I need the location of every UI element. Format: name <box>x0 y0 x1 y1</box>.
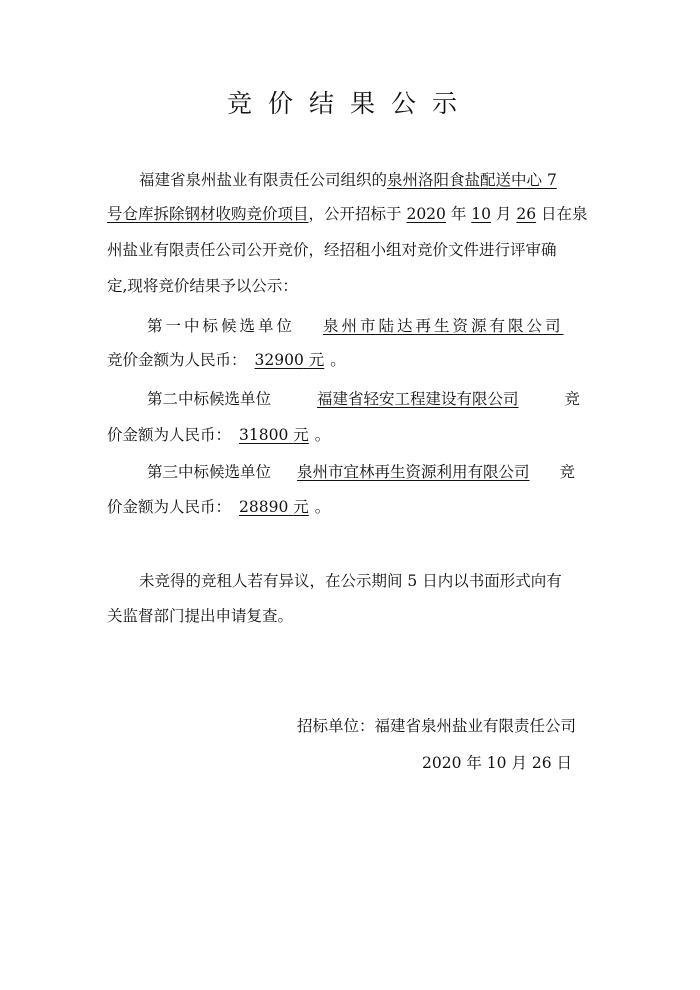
candidate-1-line <box>147 316 564 336</box>
intro-text: 福建省泉州盐业有限责任公司组织的 <box>139 171 388 189</box>
intro-line-3: 州盐业有限责任公司公开竞价，经招租小组对竞价文件进行评审确 <box>107 241 557 259</box>
candidate-2-line: 第二中标候选单位 福建省轻安工程建设有限公司 竞 <box>147 390 581 408</box>
intro-line-4: 定,现将竞价结果予以公示： <box>107 277 298 295</box>
candidate-1-price-line: 竞价金额为人民币： 32900 元 。 <box>107 351 346 369</box>
issue-date: 2020 年 10 月 26 日 <box>422 754 573 772</box>
notice-line-1: 未竞得的竞租人若有异议，在公示期间 5 日内以书面形式向有 <box>139 572 562 590</box>
candidate-2-label: 第二中标候选单位 <box>147 390 272 408</box>
bid-year: 2020 <box>406 205 446 223</box>
candidate-1-label: 第一中标候选单位 <box>147 317 296 335</box>
project-name-part1: 泉州洛阳食盐配送中心 7 <box>387 171 557 189</box>
project-name-part2: 号仓库拆除钢材收购竞价项目 <box>107 205 309 223</box>
candidate-2-company: 福建省轻安工程建设有限公司 <box>317 390 519 408</box>
bid-month: 10 <box>471 205 491 223</box>
candidate-3-company: 泉州市宜林再生资源利用有限公司 <box>297 463 530 481</box>
notice-line-2: 关监督部门提出申请复查。 <box>107 607 294 625</box>
candidate-1-amount: 32900 元 <box>254 351 325 369</box>
candidate-3-price-line: 价金额为人民币： 28890 元 。 <box>107 498 331 516</box>
candidate-2-price-line: 价金额为人民币： 31800 元 。 <box>107 426 331 444</box>
bid-day: 26 <box>516 205 537 223</box>
candidate-2-amount: 31800 元 <box>239 426 309 444</box>
intro-line-1 <box>139 170 557 190</box>
candidate-3-line: 第三中标候选单位 泉州市宜林再生资源利用有限公司 竞 <box>147 463 576 481</box>
candidate-3-amount: 28890 元 <box>239 498 309 516</box>
candidate-3-label: 第三中标候选单位 <box>147 463 272 481</box>
issuer-signature: 招标单位：福建省泉州盐业有限责任公司 <box>297 717 577 735</box>
candidate-1-company: 泉州市陆达再生资源有限公司 <box>323 317 564 335</box>
page-title: 竞价结果公示 <box>226 89 473 118</box>
intro-line-2: 号仓库拆除钢材收购竞价项目，公开招标于 2020 年 10 月 26 日在泉 <box>107 205 588 223</box>
